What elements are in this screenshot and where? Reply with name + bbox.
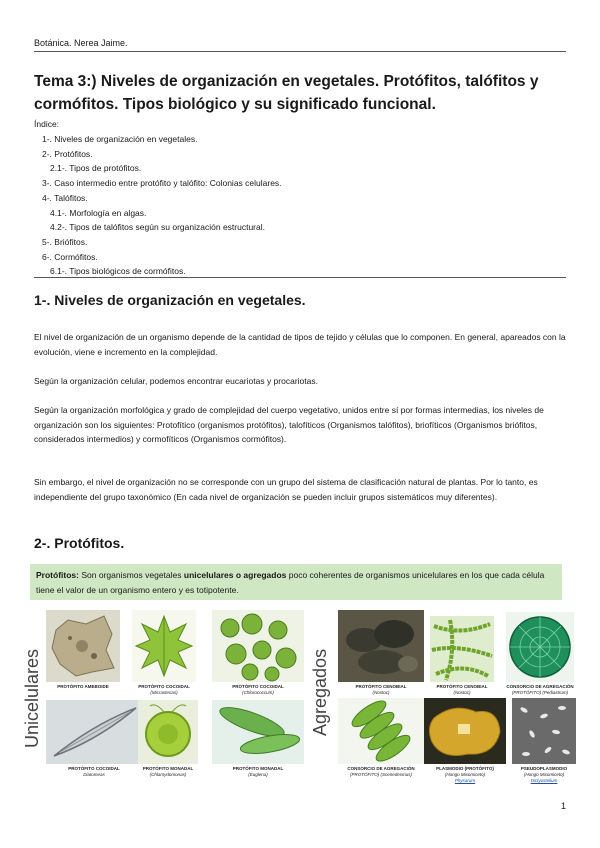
definition-term: Protófitos: <box>36 570 79 580</box>
diatom-image <box>46 700 142 764</box>
nostoc-filament-icon <box>430 616 494 682</box>
definition-text: poco coherentes de organismos unicelulares en los que cada célula tiene el valor de un organismo entero y es totipotente. <box>36 570 545 595</box>
header-divider <box>34 51 566 52</box>
micrasterias-image <box>132 610 196 682</box>
toc-item[interactable]: 6-. Cormófitos. <box>42 251 98 262</box>
page-header: Botánica. Nerea Jaime. <box>34 38 128 48</box>
ameboid-icon <box>46 610 120 682</box>
caption: PROTÓFITO CENOBIAL (Nostoc) <box>436 684 488 695</box>
dictyostelium-image <box>512 698 576 764</box>
caption: PROTÓFITO COCOIDAL (Micrasterias) <box>138 684 190 695</box>
caption: CONSORCIO DE AGREGACIÓN (PROTÓFITO) (Pediastrum) <box>506 684 574 695</box>
chlamydomonas-icon <box>138 700 198 764</box>
page-title: Tema 3:) Niveles de organización en vegetales. Protófitos, talófitos y cormófitos. Tipos biológico y su significado funcional. <box>34 73 539 113</box>
dictyostelium-icon <box>512 698 576 764</box>
protophyte-figure <box>20 608 575 788</box>
label-unicellular: Unicelulares <box>22 648 42 748</box>
section-heading-2: 2-. Protófitos. <box>34 535 125 551</box>
scenedesmus-icon <box>338 698 424 764</box>
toc-item[interactable]: 6.1-. Tipos biológicos de cormófitos. <box>50 266 186 277</box>
toc-item[interactable]: 4-. Talófitos. <box>42 192 88 203</box>
caption: CONSORCIO DE AGREGACIÓN (PROTÓFITO) (Scenedesmus) <box>347 766 415 777</box>
toc-item[interactable]: 4.1-. Morfología en algas. <box>50 207 147 218</box>
caption: PROTÓFITO MONADAL (Chlamydomonas) <box>142 766 194 777</box>
toc-item[interactable]: 4.2-. Tipos de talófitos según su organización estructural. <box>50 222 265 233</box>
section-heading-1: 1-. Niveles de organización en vegetales. <box>34 292 306 308</box>
caption: PROTÓFITO CENOBIAL (Nostoc) <box>355 684 407 695</box>
physarum-icon <box>424 698 506 764</box>
toc-item[interactable]: 2-. Protófitos. <box>42 148 93 159</box>
table-of-contents <box>34 132 282 279</box>
definition-text: Son organismos vegetales <box>78 570 184 580</box>
caption: PROTÓFITO COCOIDAL Diatomeas <box>68 766 120 777</box>
nostoc-filament-image <box>430 616 494 682</box>
paragraph: Sin embargo, el nivel de organización no se corresponde con un grupo del sistema de clasificación natural de plantas. Por lo tanto, es independiente del grupo taxonómico (En cada nivel de organización se pueden incluir grupos sistemáticos muy diferentes). <box>34 477 538 502</box>
caption: PROTÓFITO AMEBOIDE <box>57 684 109 689</box>
toc-item[interactable]: 2.1-. Tipos de protófitos. <box>50 163 142 174</box>
paragraph: Según la organización morfológica y grado de complejidad del cuerpo vegetativo, unidos entre sí por formas intermedias, los niveles de organización son los siguientes: Protofítico (organismos protófitos), talofíticos (Organismos talófitos), briofíticos (Organismos briófitos, considerados intermedios) y cormofíticos (Organismos cormófitos). <box>34 405 544 444</box>
index-divider <box>34 277 566 278</box>
page-number: 1 <box>560 801 566 811</box>
definition-box <box>30 564 562 600</box>
paragraph: El nivel de organización de un organismo depende de la cantidad de tipos de tejido y células que lo componen. En general, apareados con la evolución, viene e incremento en la complejidad. <box>34 332 566 357</box>
toc-item[interactable]: 1-. Niveles de organización en vegetales. <box>42 134 198 144</box>
chlamydomonas-image <box>138 700 198 764</box>
caption: PROTÓFITO COCOIDAL (Chlorococcum) <box>232 684 284 695</box>
ameboid-image <box>46 610 120 682</box>
toc-item[interactable]: 3-. Caso intermedio entre protófito y talófito: Colonias celulares. <box>42 178 282 189</box>
definition-bold: unicelulares o agregados <box>183 570 287 580</box>
chlorococcum-icon <box>212 610 304 682</box>
pediastrum-icon <box>506 612 574 682</box>
diatom-icon <box>46 700 142 764</box>
index-label: Índice: <box>34 119 60 129</box>
scenedesmus-image <box>338 698 424 764</box>
micrasterias-icon <box>132 610 196 682</box>
nostoc-colony-icon <box>338 610 424 682</box>
physarum-image <box>424 698 506 764</box>
toc-item[interactable]: 5-. Briófitos. <box>42 236 88 247</box>
pediastrum-image <box>506 612 574 682</box>
euglena-icon <box>212 700 304 764</box>
caption: PROTÓFITO MONADAL (Euglena) <box>232 766 284 777</box>
chlorococcum-image <box>212 610 304 682</box>
paragraph: Según la organización celular, podemos encontrar eucariotas y procariotas. <box>34 376 318 386</box>
caption: PSEUDOPLASMODIO (Hongo Mixomiceto) Dictyostelium <box>520 766 568 783</box>
nostoc-colony-image <box>338 610 424 682</box>
label-aggregates: Agregados <box>310 648 330 736</box>
caption: PLASMODIO (PROTÓFITO) (Hongo Mixomiceto) Physarum <box>436 766 494 783</box>
euglena-image <box>212 700 304 764</box>
